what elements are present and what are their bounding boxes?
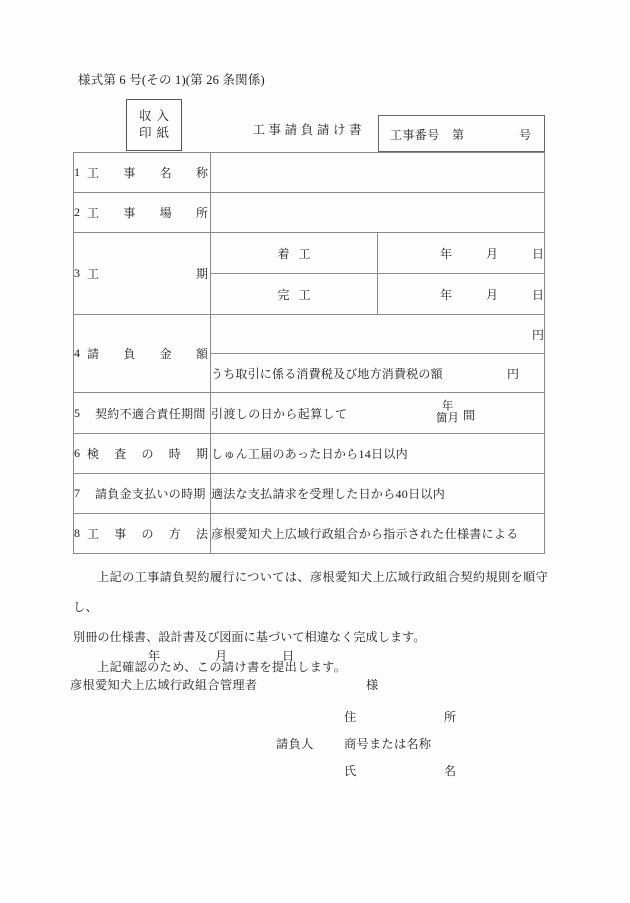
row-label-text — [87, 525, 210, 542]
row-label-construction-site — [74, 193, 211, 233]
label-char: 所 — [195, 206, 208, 220]
row-label-text — [87, 164, 210, 181]
contractor-block — [276, 703, 456, 784]
consumption-tax-cell[interactable] — [211, 354, 545, 393]
label-char: 工 — [87, 267, 100, 281]
label-char: の — [141, 527, 154, 541]
label-char: 名 — [443, 764, 456, 778]
contract-detail-table — [73, 152, 545, 554]
table-row — [74, 153, 545, 193]
row-value-construction-name[interactable] — [211, 153, 545, 193]
span-marker: 間 — [463, 408, 476, 423]
body-text — [73, 562, 563, 682]
label-char: 法 — [195, 527, 208, 541]
row-label-text — [87, 345, 210, 362]
row-label-text — [87, 204, 210, 221]
row-value-construction-site[interactable] — [211, 193, 545, 233]
consumption-tax-label: うち取引に係る消費税及び地方消費税の額 — [211, 366, 443, 381]
row-value-inspection-time: しゅん工届のあった日から14日以内 — [211, 434, 545, 474]
contractor-label: 請負人 — [276, 737, 314, 751]
revenue-stamp-box — [126, 99, 182, 151]
month-marker: 月 — [485, 287, 498, 302]
row-label-construction-name — [74, 153, 211, 193]
label-char: 工 — [87, 527, 100, 541]
contractor-company-row — [276, 730, 456, 757]
row-label-text: 請負金支払いの時期 — [95, 487, 206, 501]
signature-date-line[interactable] — [148, 647, 294, 664]
row-label-period — [74, 233, 211, 315]
row-label-contract-amount — [74, 315, 211, 393]
label-char: 期 — [195, 267, 208, 281]
table-row — [74, 315, 545, 354]
row-number: 7 — [74, 486, 80, 500]
label-char: 場 — [159, 206, 172, 220]
label-char: 事 — [123, 166, 136, 180]
label-char: 住 — [344, 710, 357, 724]
row-number: 2 — [74, 205, 80, 219]
label-char: 時 — [168, 447, 181, 461]
contractor-name-row — [276, 757, 456, 784]
row-label-warranty-period — [74, 393, 211, 434]
row-value-payment-time: 適法な支払請求を受理した日から40日以内 — [211, 474, 545, 514]
label-char: 金 — [159, 347, 172, 361]
currency-unit: 円 — [506, 366, 519, 381]
row-value-construction-method: 彦根愛知犬上広域行政組合から指示された仕様書による — [211, 514, 545, 554]
addressee-honorific: 様 — [366, 678, 379, 692]
contractor-address-row — [276, 703, 456, 730]
pledge-line-2: 別冊の仕様書、設計書及び図面に基づいて相違なく完成します。 — [73, 630, 426, 644]
stamp-label-line2: 印紙 — [138, 126, 174, 140]
document-title: 工事請負請け書 — [252, 123, 366, 137]
label-char: 工 — [87, 206, 100, 220]
job-number-box — [378, 115, 545, 152]
year-marker: 年 — [440, 246, 453, 261]
row-number: 4 — [74, 346, 80, 360]
submission-line: 上記確認のため、この請け書を提出します。 — [97, 660, 347, 674]
warranty-period-units — [436, 401, 475, 426]
label-char: 所 — [443, 710, 456, 724]
row-number: 8 — [74, 526, 80, 540]
job-number-unit: 号 — [518, 128, 531, 142]
sub-label-text: 着工 — [277, 246, 320, 261]
warranty-period-cell[interactable] — [211, 393, 545, 434]
form-number: 様式第 6 号(その 1)(第 26 条関係) — [78, 73, 265, 87]
table-row — [74, 193, 545, 233]
year-marker: 年 — [148, 649, 161, 663]
sub-label-start-work — [211, 233, 378, 274]
row-label-construction-method — [74, 514, 211, 554]
table-row — [74, 474, 545, 514]
table-row — [74, 233, 545, 274]
year-marker: 年 — [440, 287, 453, 302]
contract-amount-input-cell[interactable] — [211, 315, 545, 354]
row-label-payment-time — [74, 474, 211, 514]
row-label-text — [87, 445, 210, 462]
label-char: 期 — [195, 447, 208, 461]
row-label-text: 契約不適合責任期間 — [95, 406, 206, 421]
date-cell-completion[interactable] — [378, 274, 545, 315]
row-number: 1 — [74, 165, 80, 179]
label-char: 氏 — [344, 764, 357, 778]
label-char: 称 — [195, 166, 208, 180]
day-marker: 日 — [282, 649, 295, 663]
pledge-line-2-wrap — [73, 622, 563, 652]
label-char: 査 — [114, 447, 127, 461]
row-label-text — [87, 265, 210, 282]
date-cell-start-work[interactable] — [378, 233, 545, 274]
day-marker: 日 — [531, 287, 544, 302]
month-marker: 箇月 — [436, 413, 459, 425]
row-label-inspection-time — [74, 434, 211, 474]
sub-label-completion — [211, 274, 378, 315]
contractor-address-label — [344, 708, 456, 725]
month-marker: 月 — [215, 649, 228, 663]
day-marker: 日 — [531, 246, 544, 261]
addressee-name: 彦根愛知犬上広域行政組合管理者 — [70, 678, 258, 692]
pledge-line-1: 上記の工事請負契約履行については、彦根愛知犬上広域行政組合契約規則を順守し、 — [73, 570, 549, 614]
contractor-name-label — [344, 762, 456, 779]
row-number: 3 — [74, 266, 80, 280]
label-char: 負 — [123, 347, 136, 361]
label-char: 検 — [87, 447, 100, 461]
warranty-period-text: 引渡しの日から起算して — [211, 406, 348, 421]
currency-unit: 円 — [531, 327, 544, 342]
row-number: 6 — [74, 446, 80, 460]
label-char: 工 — [87, 166, 100, 180]
label-char: 請 — [87, 347, 100, 361]
label-char: 事 — [123, 206, 136, 220]
row-number: 5 — [74, 405, 80, 420]
label-char: 方 — [168, 527, 181, 541]
label-char: 額 — [195, 347, 208, 361]
table-row — [74, 393, 545, 434]
contractor-company-label: 商号または名称 — [344, 737, 432, 751]
year-marker: 年 — [441, 400, 454, 413]
month-marker: 月 — [485, 246, 498, 261]
label-char: 事 — [114, 527, 127, 541]
table-row — [74, 434, 545, 474]
stamp-label-line1: 収入 — [138, 109, 174, 124]
sub-label-text: 完工 — [277, 287, 320, 302]
label-char: の — [141, 447, 154, 461]
job-number-label: 工事番号 第 — [390, 128, 465, 142]
paragraph-pledge — [73, 562, 563, 622]
table-row — [74, 514, 545, 554]
label-char: 名 — [159, 166, 172, 180]
